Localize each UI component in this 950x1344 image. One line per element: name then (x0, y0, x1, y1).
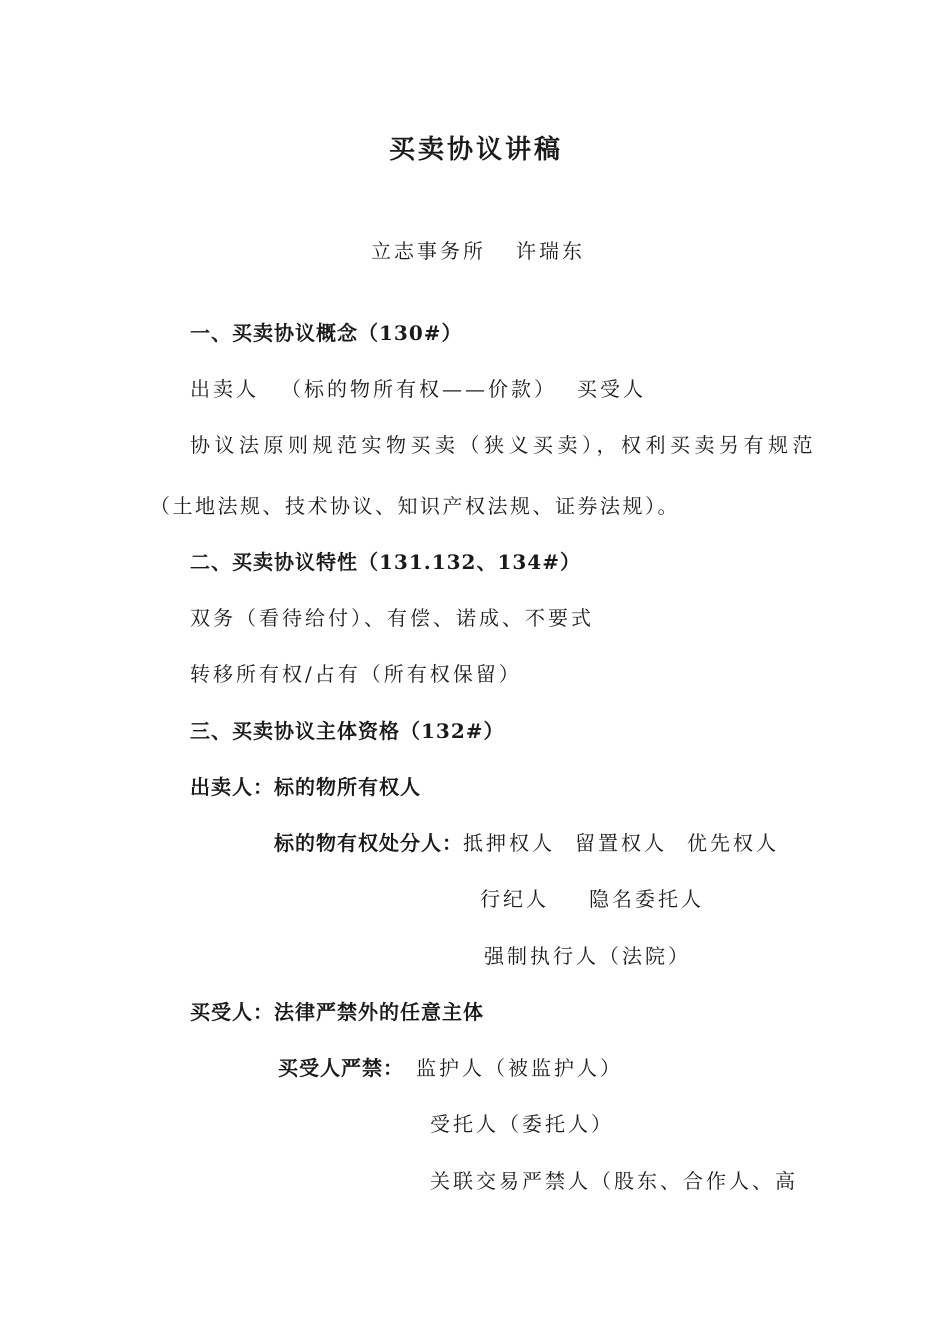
seller-definition: 出卖人：标的物所有权人 (190, 775, 421, 799)
byline-org: 立志事务所 (371, 239, 486, 263)
section-1-heading: 一、买卖协议概念（130#） (190, 321, 463, 345)
forbidden-item: 关联交易严禁人（股东、合作人、高 (430, 1169, 798, 1193)
disposer-item: 抵押权人 (463, 831, 555, 855)
forbidden-item: 受托人（委托人） (430, 1112, 614, 1136)
buyer-term: 买受人 (577, 377, 646, 401)
disposer-item: 留置权人 (575, 831, 667, 855)
disposer-item: 行纪人 (480, 887, 549, 911)
section-3-heading: 三、买卖协议主体资格（132#） (190, 719, 505, 743)
disposer-item: 隐名委托人 (589, 887, 704, 911)
section-2-line-1: 双务（看待给付）、有偿、诺成、不要式 (190, 606, 594, 630)
disposer-row-2 (480, 887, 704, 911)
disposer-row (274, 831, 779, 855)
forbidden-label: 买受人严禁： (278, 1056, 404, 1080)
disposer-label: 标的物有权处分人： (274, 831, 463, 855)
document-title: 买卖协议讲稿 (389, 135, 564, 165)
disposer-item: 优先权人 (687, 831, 779, 855)
section-2-line-2: 转移所有权/占有（所有权保留） (190, 662, 522, 686)
section-1-paragraph-line-1: 协议法原则规范实物买卖（狭义买卖），权利买卖另有规范 (190, 433, 817, 457)
byline (371, 239, 585, 263)
byline-author: 许瑞东 (516, 239, 585, 263)
section-1-line (190, 377, 646, 401)
section-2-heading: 二、买卖协议特性（131.132、134#） (190, 550, 581, 574)
exchange-term: （标的物所有权——价款） (281, 377, 557, 401)
section-1-paragraph-line-2: （土地法规、技术协议、知识产权法规、证券法规）。 (150, 494, 680, 518)
forbidden-item: 监护人（被监护人） (416, 1056, 623, 1080)
forbidden-row (278, 1056, 623, 1080)
seller-term: 出卖人 (190, 377, 259, 401)
disposer-item: 强制执行人（法院） (484, 944, 691, 968)
buyer-definition: 买受人：法律严禁外的任意主体 (190, 1000, 484, 1024)
